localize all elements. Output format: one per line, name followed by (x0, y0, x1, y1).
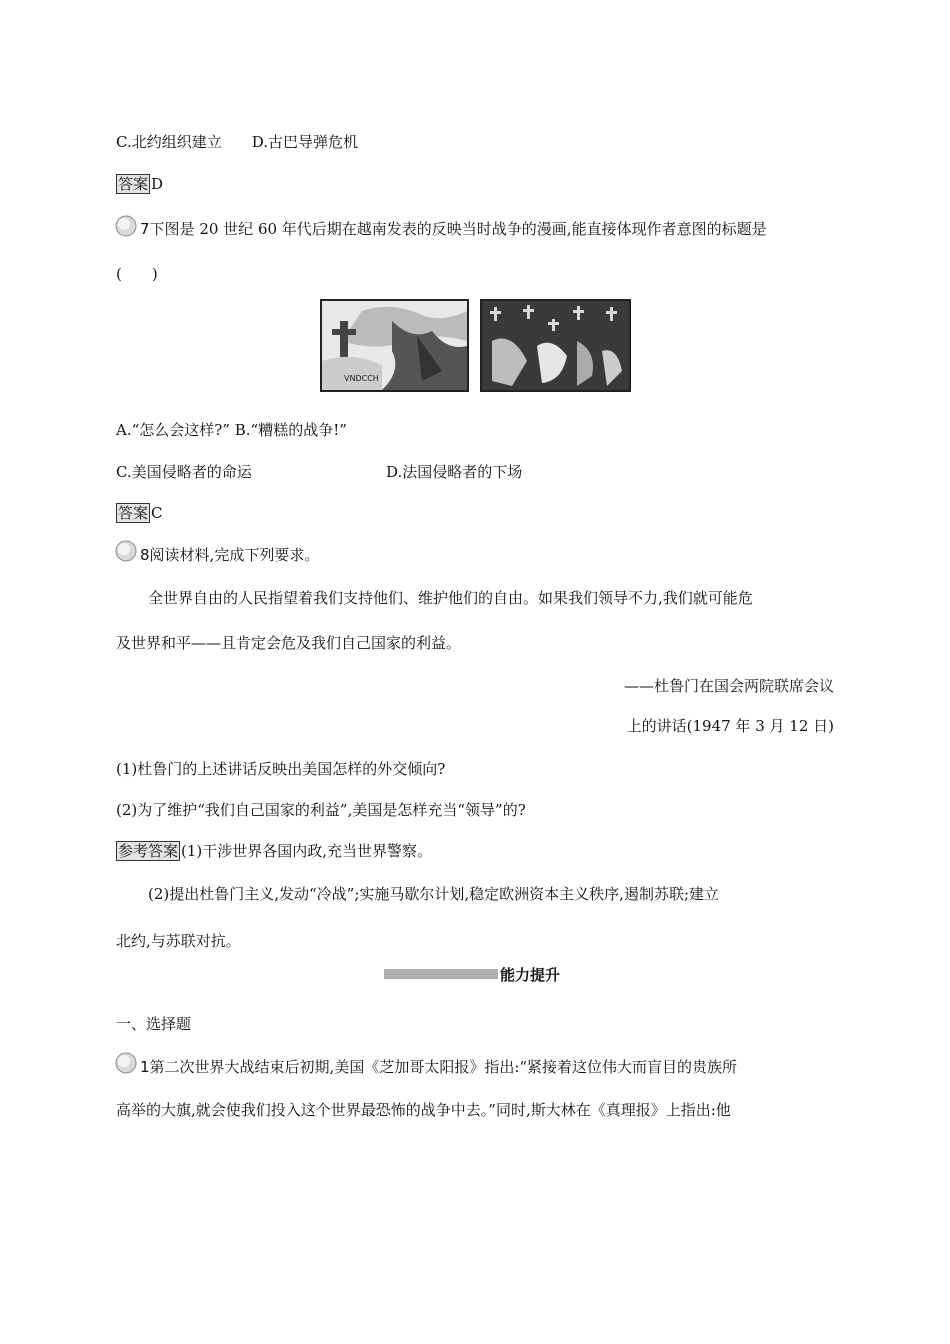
section-bar (384, 969, 498, 979)
q1-stem-line-2: 高举的大旗,就会使我们投入这个世界最恐怖的战争中去。”同时,斯大林在《真理报》上指出:他 (116, 1101, 731, 1119)
section-subtitle: 一、选择题 (116, 1015, 192, 1033)
material-source-2: 上的讲话(1947 年 3 月 12 日) (626, 717, 834, 735)
section-title: 能力提升 (500, 966, 561, 984)
q7-answer (116, 503, 163, 523)
answer-value: C (151, 504, 163, 522)
q6-options (116, 132, 358, 152)
question-marker-icon (115, 540, 137, 562)
question-number: 8 (140, 546, 150, 564)
question-marker-icon (115, 1052, 137, 1074)
question-number: 7 (140, 220, 150, 238)
q7-stem (140, 219, 767, 239)
q8-answer (116, 841, 432, 861)
q7-option-a: A.“怎么会这样?” (116, 421, 230, 439)
q1-stem (140, 1057, 737, 1077)
answer-tag: 答案 (118, 175, 149, 193)
answer-tag: 参考答案 (118, 842, 179, 860)
question-number: 1 (140, 1058, 150, 1076)
q7-options-cd (116, 462, 252, 482)
q6-option-c: C.北约组织建立 (116, 133, 222, 151)
q7-blank: ( ) (116, 265, 158, 283)
q7-option-d: D.法国侵略者的下场 (386, 463, 523, 481)
cartoon-label: VNDCCH (344, 374, 379, 383)
cartoon-panel-right (480, 299, 631, 392)
answer-text-2: (2)提出杜鲁门主义,发动“冷战”;实施马歇尔计划,稳定欧洲资本主义秩序,遏制苏联;建立 (148, 885, 719, 903)
answer-value: D (151, 175, 164, 193)
q7-option-c: C.美国侵略者的命运 (116, 463, 252, 481)
answer-text-1: (1)干涉世界各国内政,充当世界警察。 (181, 842, 433, 860)
q6-answer (116, 174, 163, 194)
question-text: 阅读材料,完成下列要求。 (149, 546, 320, 564)
cartoon-panel-left (320, 299, 469, 392)
q8-question-2: (2)为了维护“我们自己国家的利益”,美国是怎样充当“领导”的? (116, 801, 526, 819)
q7-option-b: B.“糟糕的战争!” (234, 421, 347, 439)
question-marker-icon (115, 215, 137, 237)
question-text: 下图是 20 世纪 60 年代后期在越南发表的反映当时战争的漫画,能直接体现作者意图的标题是 (149, 220, 767, 238)
q6-option-d: D.古巴导弹危机 (251, 133, 358, 151)
material-text-2: 及世界和平——且肯定会危及我们自己国家的利益。 (116, 634, 462, 652)
question-text: 第二次世界大战结束后初期,美国《芝加哥太阳报》指出:“紧接着这位伟大而盲目的贵族所 (149, 1058, 738, 1076)
q8-question-1: (1)杜鲁门的上述讲话反映出美国怎样的外交倾向? (116, 760, 446, 778)
answer-tag: 答案 (118, 504, 149, 522)
q7-options-ab (116, 420, 347, 440)
answer-text-3: 北约,与苏联对抗。 (116, 932, 241, 950)
q8-stem (140, 545, 319, 565)
material-text-1: 全世界自由的人民指望着我们支持他们、维护他们的自由。如果我们领导不力,我们就可能危 (148, 589, 753, 607)
material-source-1: ——杜鲁门在国会两院联席会议 (623, 677, 834, 695)
